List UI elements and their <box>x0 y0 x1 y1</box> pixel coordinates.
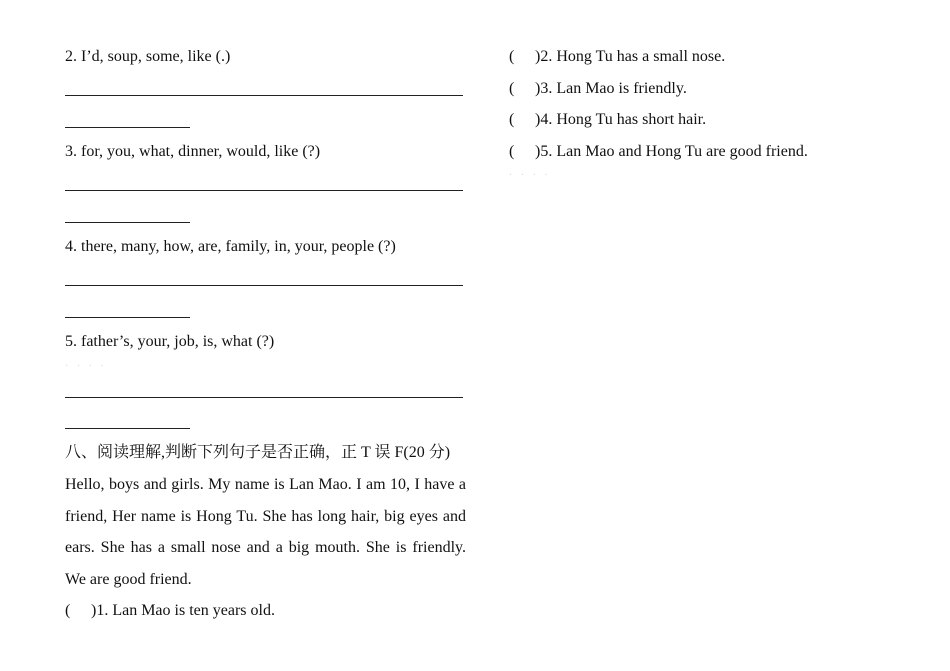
answer-blank[interactable]: ( <box>509 111 515 128</box>
answer-line-3a <box>65 190 463 191</box>
question-2-prompt: I’d, soup, some, like (.) <box>81 48 231 65</box>
judge-item-2 <box>509 47 725 67</box>
answer-blank[interactable]: ( <box>509 143 515 160</box>
judge-item-5 <box>509 142 808 162</box>
question-5-prompt: father’s, your, job, is, what (?) <box>81 333 275 350</box>
answer-line-2a <box>65 95 463 96</box>
reading-passage: Hello, boys and girls. My name is Lan Mao. I am 10, I have a friend, Her name is Hong Tu. She has long hair, big eyes and ears. She has a small nose and a big mouth. She is friendly. We are good friend. <box>65 476 466 589</box>
answer-line-2b <box>65 127 190 128</box>
question-2-number: 2. <box>65 48 77 65</box>
judge-statement: )3. Lan Mao is friendly. <box>535 80 687 97</box>
judge-statement: )2. Hong Tu has a small nose. <box>535 48 726 65</box>
judge-item-4 <box>509 110 706 130</box>
question-4 <box>65 237 396 257</box>
section-title: 八、阅读理解,判断下列句子是否正确，正 T 误 F(20 分) <box>65 444 451 461</box>
judge-statement: )4. Hong Tu has short hair. <box>535 111 707 128</box>
faint-mark: · · · · <box>509 170 551 181</box>
answer-blank[interactable]: ( <box>509 48 515 65</box>
answer-line-4b <box>65 317 190 318</box>
question-2 <box>65 47 230 67</box>
answer-line-3b <box>65 222 190 223</box>
judge-statement: )1. Lan Mao is ten years old. <box>91 602 275 619</box>
judge-item-1 <box>65 601 275 621</box>
answer-blank[interactable]: ( <box>65 602 71 619</box>
question-3 <box>65 142 320 162</box>
judge-statement: )5. Lan Mao and Hong Tu are good friend. <box>535 143 808 160</box>
question-4-prompt: there, many, how, are, family, in, your, people (?) <box>81 238 396 255</box>
answer-line-4a <box>65 285 463 286</box>
answer-line-5a <box>65 397 463 398</box>
question-5-number: 5. <box>65 333 77 350</box>
faint-mark: · · · · <box>65 361 107 372</box>
question-4-number: 4. <box>65 238 77 255</box>
question-3-prompt: for, you, what, dinner, would, like (?) <box>81 143 321 160</box>
judge-item-3 <box>509 79 687 99</box>
answer-line-5b <box>65 428 190 429</box>
answer-blank[interactable]: ( <box>509 80 515 97</box>
question-3-number: 3. <box>65 143 77 160</box>
question-5 <box>65 332 274 352</box>
